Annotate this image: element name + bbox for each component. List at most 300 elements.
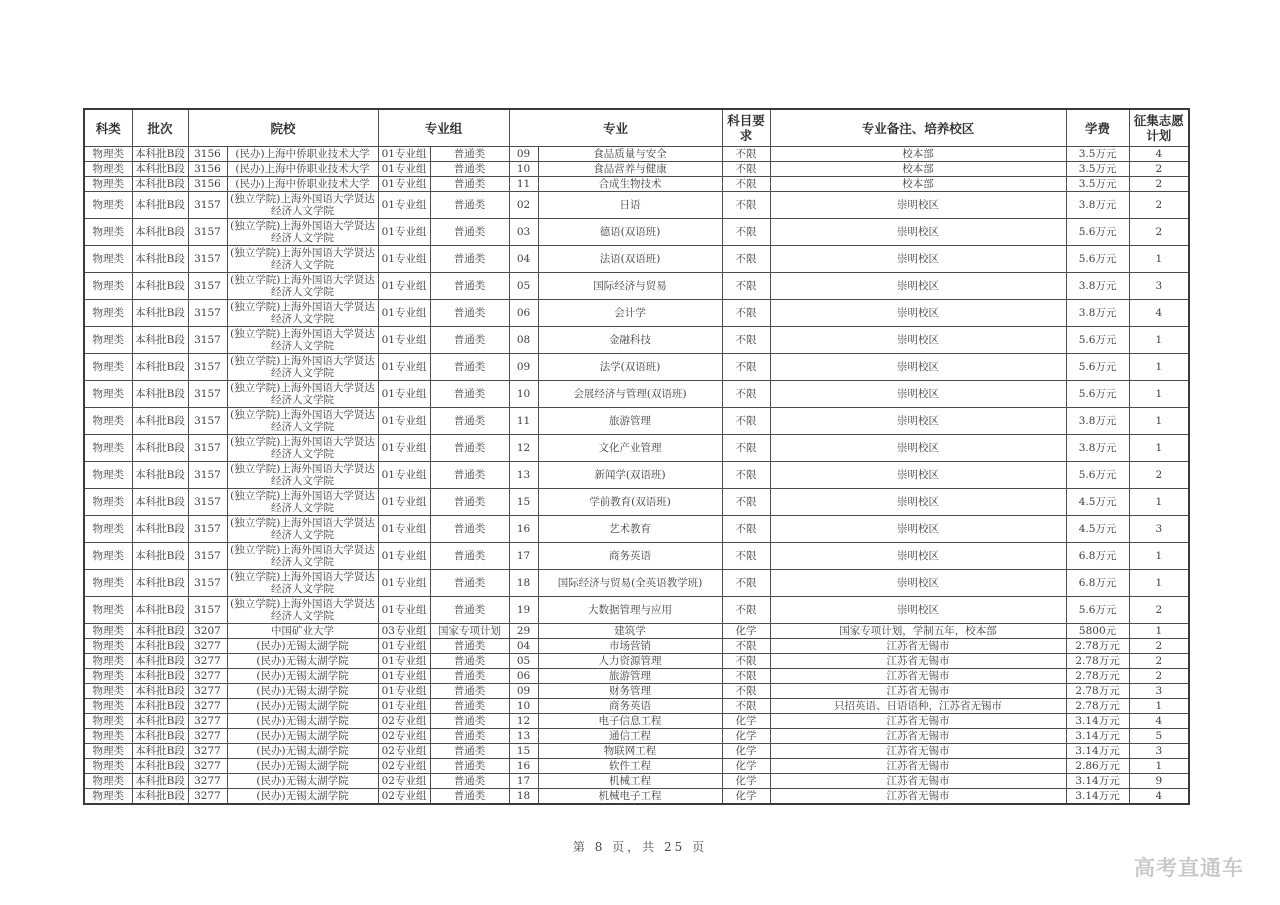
cell-major-name: 机械工程 [538,774,722,789]
cell-major-group-type: 普通类 [430,669,509,684]
cell-plan-count: 2 [1129,192,1189,219]
cell-batch: 本科批B段 [132,327,188,354]
cell-major-group-type: 普通类 [430,219,509,246]
cell-subject-category: 物理类 [84,462,132,489]
cell-plan-count: 4 [1129,789,1189,805]
cell-batch: 本科批B段 [132,381,188,408]
cell-major-group-type: 普通类 [430,684,509,699]
header-plan-count: 征集志愿计划 [1129,109,1189,147]
cell-major-code: 16 [509,516,538,543]
table-row [84,300,1189,327]
cell-plan-count: 3 [1129,273,1189,300]
cell-subject-category: 物理类 [84,300,132,327]
cell-major-code: 06 [509,669,538,684]
watermark-text: 高考直通车 [1134,856,1244,880]
cell-major-name: 文化产业管理 [538,435,722,462]
cell-subject-category: 物理类 [84,570,132,597]
cell-major-name: 会计学 [538,300,722,327]
cell-major-code: 09 [509,354,538,381]
cell-remark-campus: 校本部 [770,147,1066,162]
cell-major-group-code: 01专业组 [378,327,430,354]
cell-subject-requirement: 化学 [722,774,770,789]
cell-remark-campus: 江苏省无锡市 [770,729,1066,744]
cell-tuition: 4.5万元 [1066,489,1129,516]
cell-major-group-type: 普通类 [430,570,509,597]
cell-major-code: 11 [509,177,538,192]
cell-tuition: 6.8万元 [1066,570,1129,597]
cell-batch: 本科批B段 [132,759,188,774]
table-header-row [84,109,1189,147]
cell-subject-category: 物理类 [84,192,132,219]
cell-batch: 本科批B段 [132,192,188,219]
cell-remark-campus: 崇明校区 [770,246,1066,273]
cell-major-group-type: 普通类 [430,300,509,327]
cell-college-name: (独立学院)上海外国语大学贤达经济人文学院 [227,327,378,354]
cell-college-name: (民办)上海中侨职业技术大学 [227,147,378,162]
cell-college-name: (民办)无锡太湖学院 [227,684,378,699]
cell-college-name: (独立学院)上海外国语大学贤达经济人文学院 [227,354,378,381]
cell-subject-requirement: 不限 [722,408,770,435]
cell-batch: 本科批B段 [132,729,188,744]
cell-plan-count: 1 [1129,624,1189,639]
table-row [84,669,1189,684]
cell-tuition: 2.78万元 [1066,684,1129,699]
cell-major-code: 06 [509,300,538,327]
table-row [84,624,1189,639]
cell-remark-campus: 崇明校区 [770,435,1066,462]
cell-tuition: 5.6万元 [1066,381,1129,408]
cell-college-code: 3157 [188,435,227,462]
cell-batch: 本科批B段 [132,624,188,639]
cell-remark-campus: 崇明校区 [770,570,1066,597]
cell-major-code: 19 [509,597,538,624]
cell-major-group-code: 01专业组 [378,408,430,435]
cell-remark-campus: 江苏省无锡市 [770,759,1066,774]
cell-batch: 本科批B段 [132,774,188,789]
cell-major-group-type: 普通类 [430,408,509,435]
table-row [84,570,1189,597]
header-subject-category: 科类 [84,109,132,147]
cell-batch: 本科批B段 [132,462,188,489]
cell-major-group-type: 普通类 [430,744,509,759]
cell-remark-campus: 校本部 [770,177,1066,192]
cell-remark-campus: 国家专项计划，学制五年，校本部 [770,624,1066,639]
cell-major-code: 10 [509,699,538,714]
cell-remark-campus: 江苏省无锡市 [770,789,1066,805]
cell-college-name: (民办)上海中侨职业技术大学 [227,162,378,177]
cell-subject-category: 物理类 [84,597,132,624]
cell-college-name: (独立学院)上海外国语大学贤达经济人文学院 [227,516,378,543]
cell-major-group-code: 01专业组 [378,669,430,684]
cell-major-code: 02 [509,192,538,219]
header-batch: 批次 [132,109,188,147]
cell-batch: 本科批B段 [132,408,188,435]
cell-college-code: 3157 [188,192,227,219]
cell-subject-requirement: 不限 [722,669,770,684]
cell-major-code: 17 [509,774,538,789]
cell-college-name: (民办)无锡太湖学院 [227,654,378,669]
cell-plan-count: 1 [1129,246,1189,273]
cell-major-code: 04 [509,639,538,654]
cell-college-code: 3157 [188,516,227,543]
cell-subject-requirement: 不限 [722,147,770,162]
cell-major-name: 学前教育(双语班) [538,489,722,516]
cell-major-name: 人力资源管理 [538,654,722,669]
cell-college-code: 3277 [188,654,227,669]
header-remark-campus: 专业备注、培养校区 [770,109,1066,147]
cell-batch: 本科批B段 [132,147,188,162]
table-row [84,192,1189,219]
cell-batch: 本科批B段 [132,699,188,714]
cell-tuition: 3.8万元 [1066,192,1129,219]
cell-major-name: 食品质量与安全 [538,147,722,162]
cell-major-group-type: 普通类 [430,597,509,624]
table-row [84,435,1189,462]
cell-subject-requirement: 不限 [722,684,770,699]
cell-batch: 本科批B段 [132,597,188,624]
admission-plan-table [83,108,1190,805]
cell-subject-category: 物理类 [84,669,132,684]
cell-plan-count: 1 [1129,489,1189,516]
cell-college-code: 3277 [188,714,227,729]
cell-college-name: (独立学院)上海外国语大学贤达经济人文学院 [227,597,378,624]
cell-remark-campus: 崇明校区 [770,192,1066,219]
cell-batch: 本科批B段 [132,669,188,684]
cell-major-group-code: 02专业组 [378,774,430,789]
cell-college-name: (民办)无锡太湖学院 [227,759,378,774]
cell-major-group-type: 普通类 [430,714,509,729]
cell-subject-requirement: 不限 [722,516,770,543]
cell-subject-requirement: 不限 [722,597,770,624]
cell-major-group-code: 01专业组 [378,273,430,300]
cell-subject-requirement: 不限 [722,162,770,177]
cell-plan-count: 2 [1129,654,1189,669]
cell-major-group-type: 普通类 [430,654,509,669]
table-row [84,744,1189,759]
cell-major-code: 17 [509,543,538,570]
cell-college-name: (民办)无锡太湖学院 [227,714,378,729]
cell-college-name: (独立学院)上海外国语大学贤达经济人文学院 [227,192,378,219]
cell-subject-requirement: 化学 [722,714,770,729]
cell-subject-category: 物理类 [84,774,132,789]
cell-major-name: 商务英语 [538,699,722,714]
cell-tuition: 5.6万元 [1066,219,1129,246]
cell-tuition: 3.8万元 [1066,408,1129,435]
cell-college-code: 3157 [188,327,227,354]
cell-subject-requirement: 不限 [722,177,770,192]
cell-tuition: 3.14万元 [1066,744,1129,759]
cell-major-code: 11 [509,408,538,435]
cell-subject-category: 物理类 [84,789,132,805]
cell-major-group-code: 02专业组 [378,759,430,774]
cell-college-name: (独立学院)上海外国语大学贤达经济人文学院 [227,219,378,246]
cell-major-name: 旅游管理 [538,408,722,435]
cell-major-group-type: 普通类 [430,729,509,744]
cell-major-name: 通信工程 [538,729,722,744]
cell-plan-count: 1 [1129,327,1189,354]
table-row [84,408,1189,435]
cell-tuition: 3.14万元 [1066,729,1129,744]
cell-college-code: 3277 [188,639,227,654]
cell-batch: 本科批B段 [132,246,188,273]
cell-major-group-code: 01专业组 [378,300,430,327]
cell-remark-campus: 崇明校区 [770,273,1066,300]
cell-major-code: 03 [509,219,538,246]
cell-plan-count: 1 [1129,759,1189,774]
cell-tuition: 2.78万元 [1066,654,1129,669]
cell-college-code: 3157 [188,273,227,300]
cell-tuition: 3.14万元 [1066,789,1129,805]
header-major: 专业 [509,109,722,147]
cell-major-group-type: 普通类 [430,489,509,516]
cell-remark-campus: 崇明校区 [770,327,1066,354]
cell-major-name: 法语(双语班) [538,246,722,273]
cell-major-group-type: 普通类 [430,774,509,789]
cell-major-name: 会展经济与管理(双语班) [538,381,722,408]
cell-major-group-code: 01专业组 [378,192,430,219]
cell-major-name: 旅游管理 [538,669,722,684]
header-tuition: 学费 [1066,109,1129,147]
cell-major-code: 18 [509,570,538,597]
cell-major-group-code: 01专业组 [378,381,430,408]
cell-tuition: 5800元 [1066,624,1129,639]
table-row [84,597,1189,624]
cell-college-code: 3157 [188,543,227,570]
cell-major-group-type: 普通类 [430,354,509,381]
cell-major-group-code: 01专业组 [378,435,430,462]
cell-major-name: 金融科技 [538,327,722,354]
cell-major-group-code: 01专业组 [378,162,430,177]
cell-major-group-code: 01专业组 [378,684,430,699]
cell-major-name: 财务管理 [538,684,722,699]
cell-major-code: 15 [509,489,538,516]
table-row [84,684,1189,699]
cell-remark-campus: 江苏省无锡市 [770,714,1066,729]
page-number: 第 8 页，共 25 页 [572,840,708,854]
cell-college-code: 3157 [188,381,227,408]
cell-plan-count: 2 [1129,219,1189,246]
cell-subject-requirement: 化学 [722,759,770,774]
cell-tuition: 3.8万元 [1066,435,1129,462]
cell-college-code: 3156 [188,162,227,177]
cell-major-group-type: 普通类 [430,147,509,162]
cell-subject-requirement: 不限 [722,246,770,273]
table-row [84,543,1189,570]
cell-subject-category: 物理类 [84,543,132,570]
cell-remark-campus: 江苏省无锡市 [770,744,1066,759]
cell-college-name: (民办)上海中侨职业技术大学 [227,177,378,192]
cell-major-group-type: 普通类 [430,192,509,219]
table-row [84,639,1189,654]
cell-major-group-type: 普通类 [430,327,509,354]
cell-subject-category: 物理类 [84,246,132,273]
cell-subject-category: 物理类 [84,177,132,192]
cell-subject-category: 物理类 [84,744,132,759]
cell-major-name: 新闻学(双语班) [538,462,722,489]
cell-major-code: 04 [509,246,538,273]
cell-major-name: 法学(双语班) [538,354,722,381]
table-row [84,759,1189,774]
cell-college-code: 3277 [188,729,227,744]
cell-remark-campus: 崇明校区 [770,381,1066,408]
cell-subject-category: 物理类 [84,639,132,654]
cell-college-name: (独立学院)上海外国语大学贤达经济人文学院 [227,570,378,597]
cell-subject-category: 物理类 [84,699,132,714]
cell-major-code: 16 [509,759,538,774]
cell-tuition: 3.8万元 [1066,273,1129,300]
cell-college-name: 中国矿业大学 [227,624,378,639]
cell-subject-requirement: 不限 [722,543,770,570]
cell-subject-category: 物理类 [84,162,132,177]
cell-subject-category: 物理类 [84,435,132,462]
cell-college-name: (独立学院)上海外国语大学贤达经济人文学院 [227,489,378,516]
cell-college-code: 3156 [188,147,227,162]
cell-plan-count: 1 [1129,435,1189,462]
cell-major-code: 09 [509,684,538,699]
cell-major-group-code: 01专业组 [378,639,430,654]
cell-major-group-code: 02专业组 [378,789,430,805]
header-college: 院校 [188,109,378,147]
cell-subject-category: 物理类 [84,759,132,774]
table-row [84,654,1189,669]
cell-college-name: (独立学院)上海外国语大学贤达经济人文学院 [227,408,378,435]
cell-subject-requirement: 不限 [722,699,770,714]
cell-major-group-code: 01专业组 [378,147,430,162]
cell-major-code: 15 [509,744,538,759]
cell-college-code: 3277 [188,744,227,759]
cell-major-name: 国际经济与贸易(全英语教学班) [538,570,722,597]
cell-remark-campus: 江苏省无锡市 [770,639,1066,654]
cell-tuition: 4.5万元 [1066,516,1129,543]
cell-major-name: 物联网工程 [538,744,722,759]
cell-subject-requirement: 不限 [722,381,770,408]
cell-batch: 本科批B段 [132,684,188,699]
table-row [84,354,1189,381]
cell-major-group-type: 国家专项计划 [430,624,509,639]
cell-college-name: (独立学院)上海外国语大学贤达经济人文学院 [227,381,378,408]
cell-subject-category: 物理类 [84,516,132,543]
cell-major-code: 13 [509,462,538,489]
table-row [84,462,1189,489]
cell-batch: 本科批B段 [132,714,188,729]
cell-college-code: 3157 [188,462,227,489]
cell-major-group-type: 普通类 [430,273,509,300]
cell-major-group-code: 01专业组 [378,543,430,570]
cell-plan-count: 3 [1129,744,1189,759]
cell-subject-category: 物理类 [84,624,132,639]
cell-plan-count: 2 [1129,462,1189,489]
cell-batch: 本科批B段 [132,219,188,246]
cell-subject-category: 物理类 [84,273,132,300]
cell-college-name: (独立学院)上海外国语大学贤达经济人文学院 [227,462,378,489]
cell-subject-requirement: 不限 [722,435,770,462]
cell-major-group-type: 普通类 [430,162,509,177]
cell-college-code: 3157 [188,408,227,435]
cell-major-name: 合成生物技术 [538,177,722,192]
cell-major-name: 建筑学 [538,624,722,639]
cell-plan-count: 2 [1129,669,1189,684]
cell-subject-category: 物理类 [84,381,132,408]
cell-major-code: 09 [509,147,538,162]
table-row [84,273,1189,300]
cell-tuition: 5.6万元 [1066,327,1129,354]
cell-major-name: 德语(双语班) [538,219,722,246]
cell-remark-campus: 崇明校区 [770,408,1066,435]
table-row [84,381,1189,408]
cell-subject-requirement: 化学 [722,624,770,639]
table-row [84,246,1189,273]
cell-major-name: 商务英语 [538,543,722,570]
cell-subject-category: 物理类 [84,354,132,381]
cell-remark-campus: 江苏省无锡市 [770,654,1066,669]
cell-subject-category: 物理类 [84,654,132,669]
cell-college-code: 3157 [188,570,227,597]
cell-remark-campus: 只招英语、日语语种，江苏省无锡市 [770,699,1066,714]
cell-subject-requirement: 不限 [722,219,770,246]
cell-college-code: 3277 [188,669,227,684]
cell-major-group-code: 01专业组 [378,219,430,246]
cell-major-group-type: 普通类 [430,759,509,774]
cell-college-code: 3277 [188,789,227,805]
cell-major-group-type: 普通类 [430,789,509,805]
cell-major-group-code: 01专业组 [378,489,430,516]
cell-major-group-type: 普通类 [430,177,509,192]
cell-batch: 本科批B段 [132,162,188,177]
cell-major-name: 日语 [538,192,722,219]
cell-college-name: (独立学院)上海外国语大学贤达经济人文学院 [227,273,378,300]
cell-tuition: 3.5万元 [1066,162,1129,177]
cell-college-code: 3277 [188,684,227,699]
cell-college-name: (民办)无锡太湖学院 [227,729,378,744]
cell-major-group-code: 02专业组 [378,744,430,759]
cell-major-name: 软件工程 [538,759,722,774]
cell-tuition: 2.78万元 [1066,639,1129,654]
cell-tuition: 6.8万元 [1066,543,1129,570]
cell-major-code: 10 [509,162,538,177]
cell-remark-campus: 崇明校区 [770,489,1066,516]
cell-subject-requirement: 不限 [722,354,770,381]
cell-batch: 本科批B段 [132,489,188,516]
cell-major-name: 机械电子工程 [538,789,722,805]
cell-tuition: 3.14万元 [1066,714,1129,729]
cell-plan-count: 4 [1129,714,1189,729]
cell-major-group-code: 01专业组 [378,570,430,597]
cell-subject-category: 物理类 [84,729,132,744]
cell-plan-count: 1 [1129,381,1189,408]
table-row [84,516,1189,543]
table-row [84,489,1189,516]
cell-plan-count: 2 [1129,177,1189,192]
cell-college-name: (民办)无锡太湖学院 [227,669,378,684]
cell-major-code: 18 [509,789,538,805]
table-row [84,714,1189,729]
cell-batch: 本科批B段 [132,435,188,462]
cell-college-name: (独立学院)上海外国语大学贤达经济人文学院 [227,246,378,273]
cell-major-group-type: 普通类 [430,462,509,489]
cell-remark-campus: 崇明校区 [770,300,1066,327]
cell-college-code: 3156 [188,177,227,192]
cell-major-code: 12 [509,714,538,729]
cell-college-code: 3157 [188,489,227,516]
table-row [84,774,1189,789]
cell-college-code: 3157 [188,300,227,327]
cell-major-group-code: 02专业组 [378,729,430,744]
cell-plan-count: 2 [1129,597,1189,624]
cell-remark-campus: 崇明校区 [770,597,1066,624]
cell-plan-count: 1 [1129,570,1189,597]
cell-major-group-type: 普通类 [430,516,509,543]
cell-remark-campus: 江苏省无锡市 [770,684,1066,699]
